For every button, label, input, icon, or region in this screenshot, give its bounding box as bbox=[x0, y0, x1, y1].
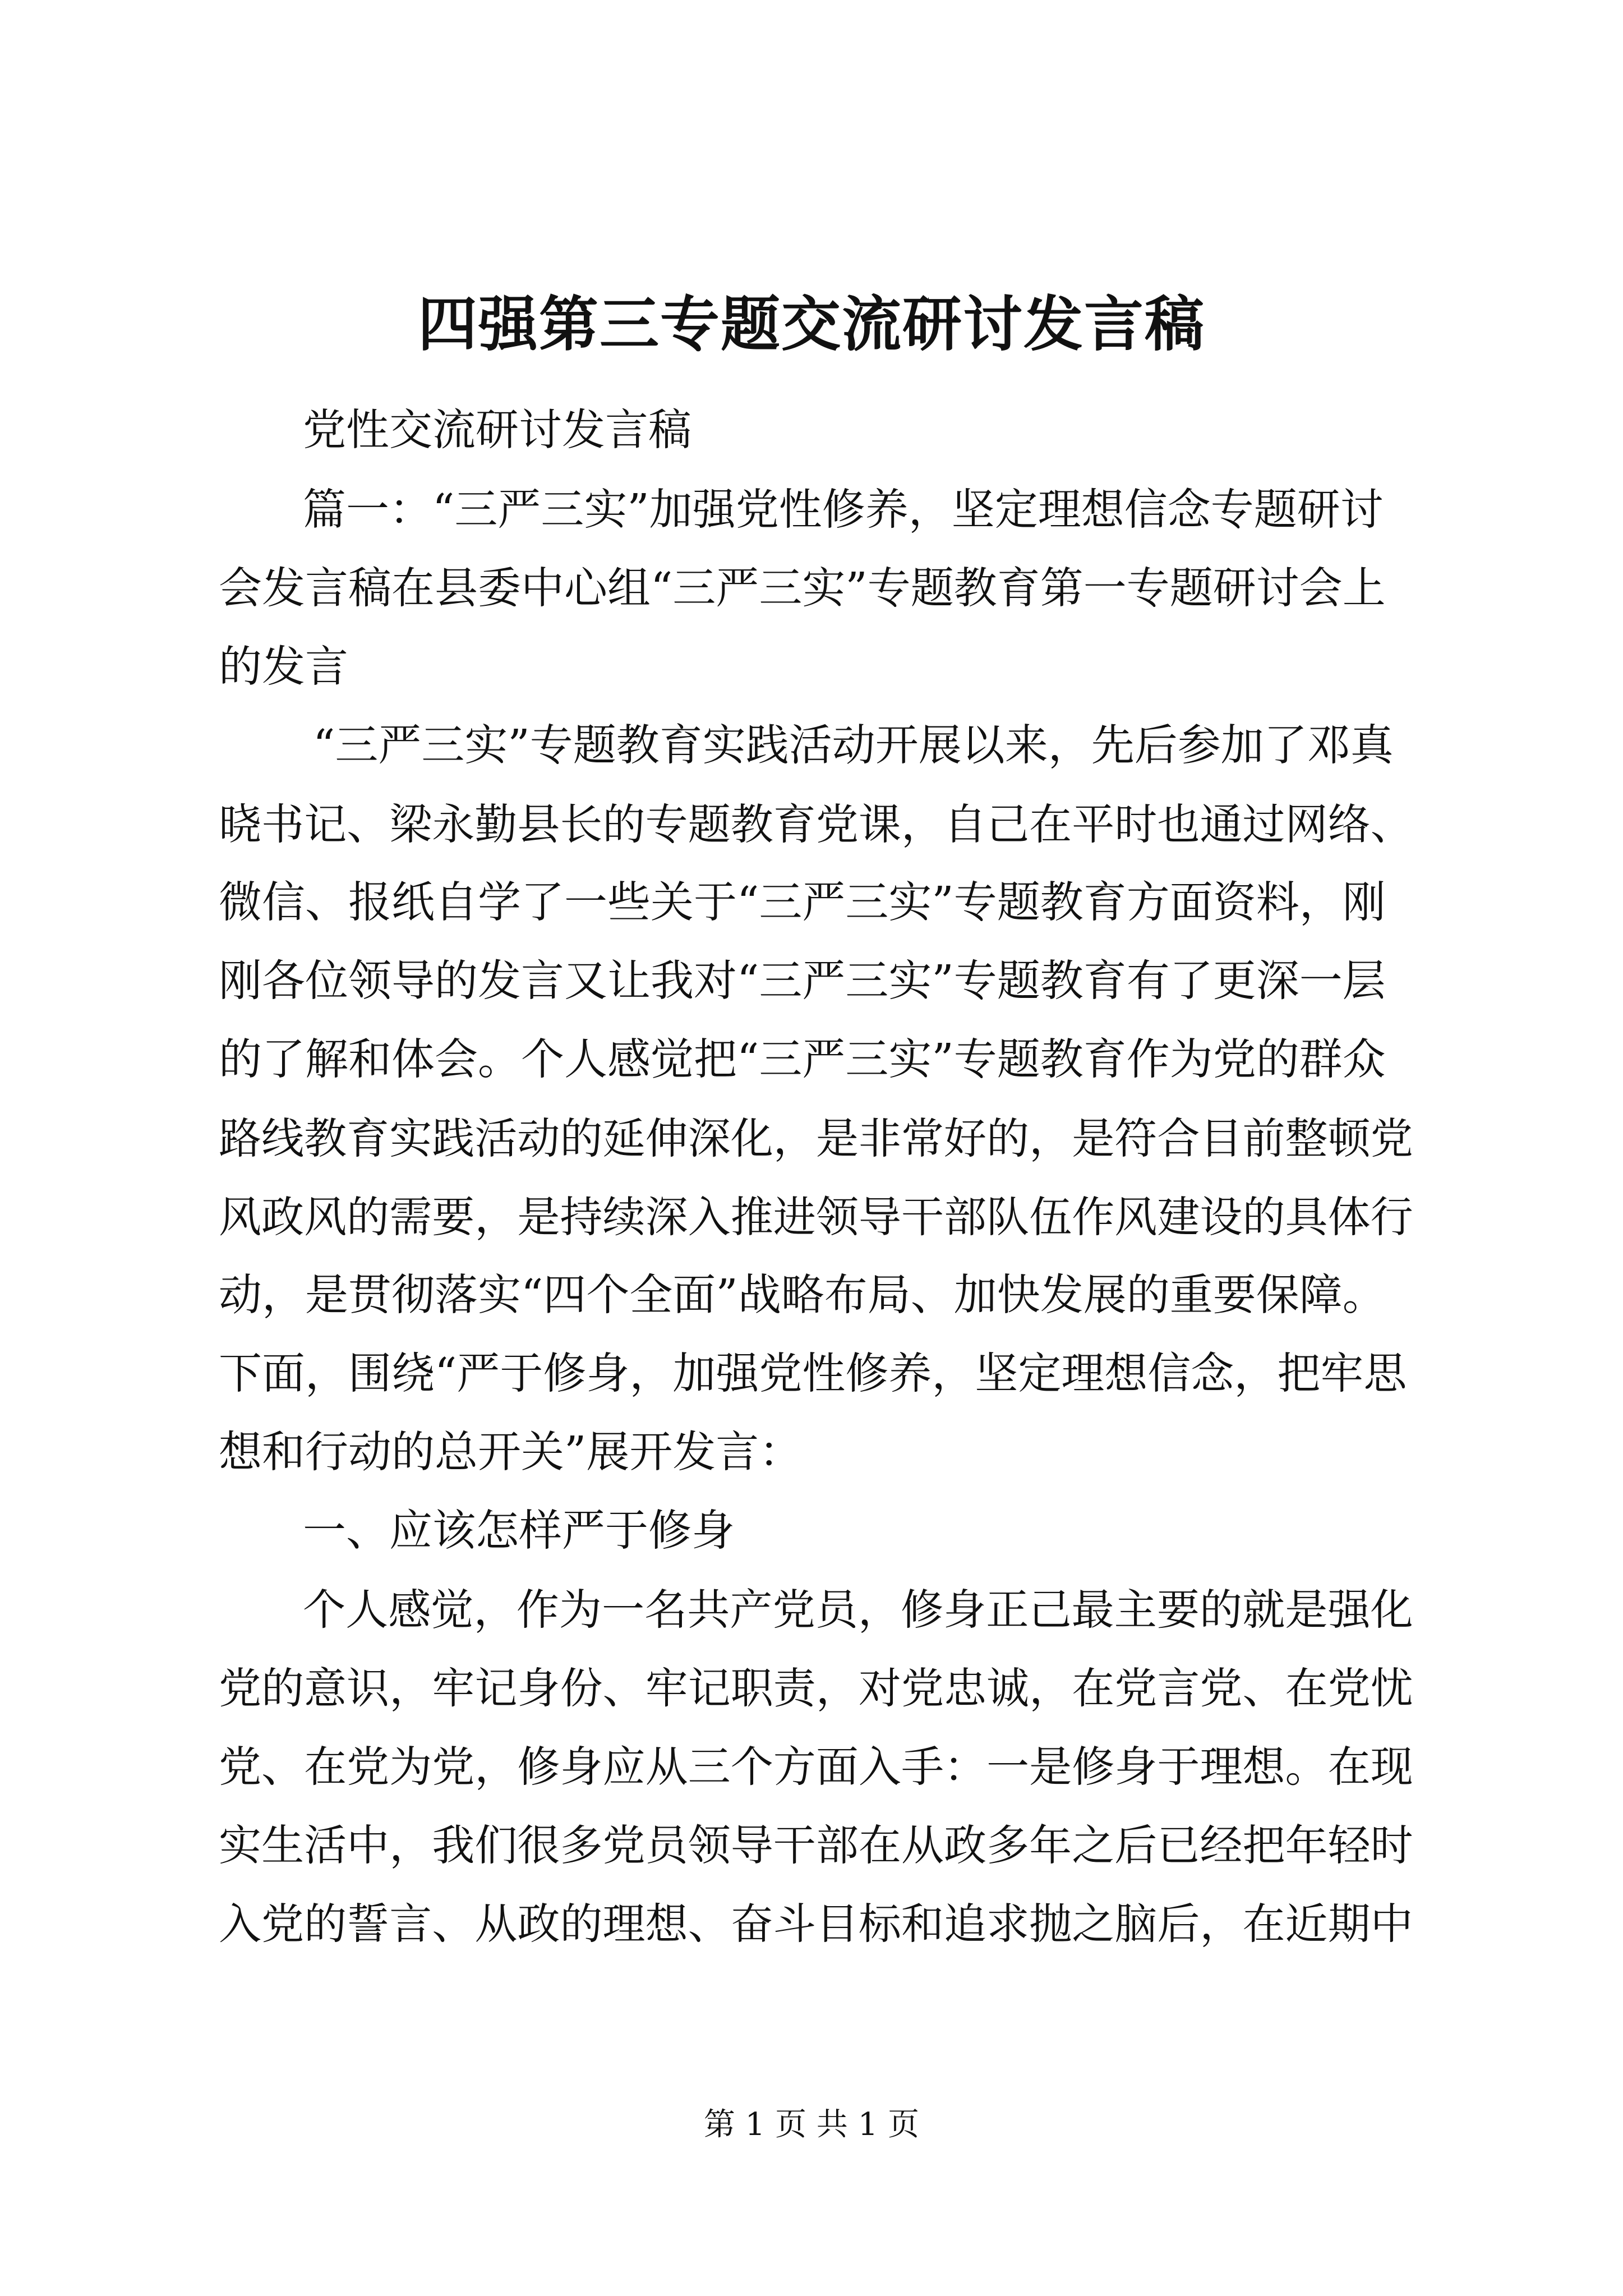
section-heading: 一、应该怎样严于修身 bbox=[303, 1506, 735, 1556]
body-line: 党、在党为党，修身应从三个方面入手：一是修身于理想。在现 bbox=[219, 1742, 1413, 1792]
page-footer: 第 1 页 共 1 页 bbox=[703, 2106, 920, 2143]
body-line: 风政风的需要，是持续深入推进领导干部队伍作风建设的具体行 bbox=[219, 1192, 1413, 1242]
body-line: 的了解和体会。个人感觉把“三严三实”专题教育作为党的群众 bbox=[219, 1035, 1386, 1085]
body-line: 微信、报纸自学了一些关于“三严三实”专题教育方面资料，刚 bbox=[219, 878, 1386, 928]
document-title: 四强第三专题交流研讨发言稿 bbox=[418, 289, 1205, 359]
body-line: “三严三实”专题教育实践活动开展以来，先后参加了邓真 bbox=[313, 721, 1394, 771]
body-line: 的发言 bbox=[219, 642, 348, 692]
subtitle-line: 党性交流研讨发言稿 bbox=[303, 406, 691, 455]
body-line: 会发言稿在县委中心组“三严三实”专题教育第一专题研讨会上 bbox=[219, 564, 1386, 614]
body-line: 个人感觉，作为一名共产党员，修身正己最主要的就是强化 bbox=[303, 1585, 1413, 1635]
body-line: 入党的誓言、从政的理想、奋斗目标和追求抛之脑后，在近期中 bbox=[219, 1899, 1413, 1949]
body-line: 党的意识，牢记身份、牢记职责，对党忠诚，在党言党、在党忧 bbox=[219, 1663, 1413, 1713]
body-line: 篇一：“三严三实”加强党性修养，坚定理想信念专题研讨 bbox=[303, 485, 1384, 535]
body-line: 动，是贯彻落实“四个全面”战略布局、加快发展的重要保障。 bbox=[219, 1271, 1386, 1320]
body-line: 刚各位领导的发言又让我对“三严三实”专题教育有了更深一层 bbox=[219, 956, 1386, 1006]
body-line: 实生活中，我们很多党员领导干部在从政多年之后已经把年轻时 bbox=[219, 1820, 1413, 1870]
body-line: 下面，围绕“严于修身，加强党性修养，坚定理想信念，把牢思 bbox=[219, 1349, 1407, 1399]
body-line: 路线教育实践活动的延伸深化，是非常好的，是符合目前整顿党 bbox=[219, 1114, 1413, 1163]
body-line: 晓书记、梁永勤县长的专题教育党课，自己在平时也通过网络、 bbox=[219, 799, 1413, 849]
body-line: 想和行动的总开关”展开发言： bbox=[219, 1428, 803, 1478]
